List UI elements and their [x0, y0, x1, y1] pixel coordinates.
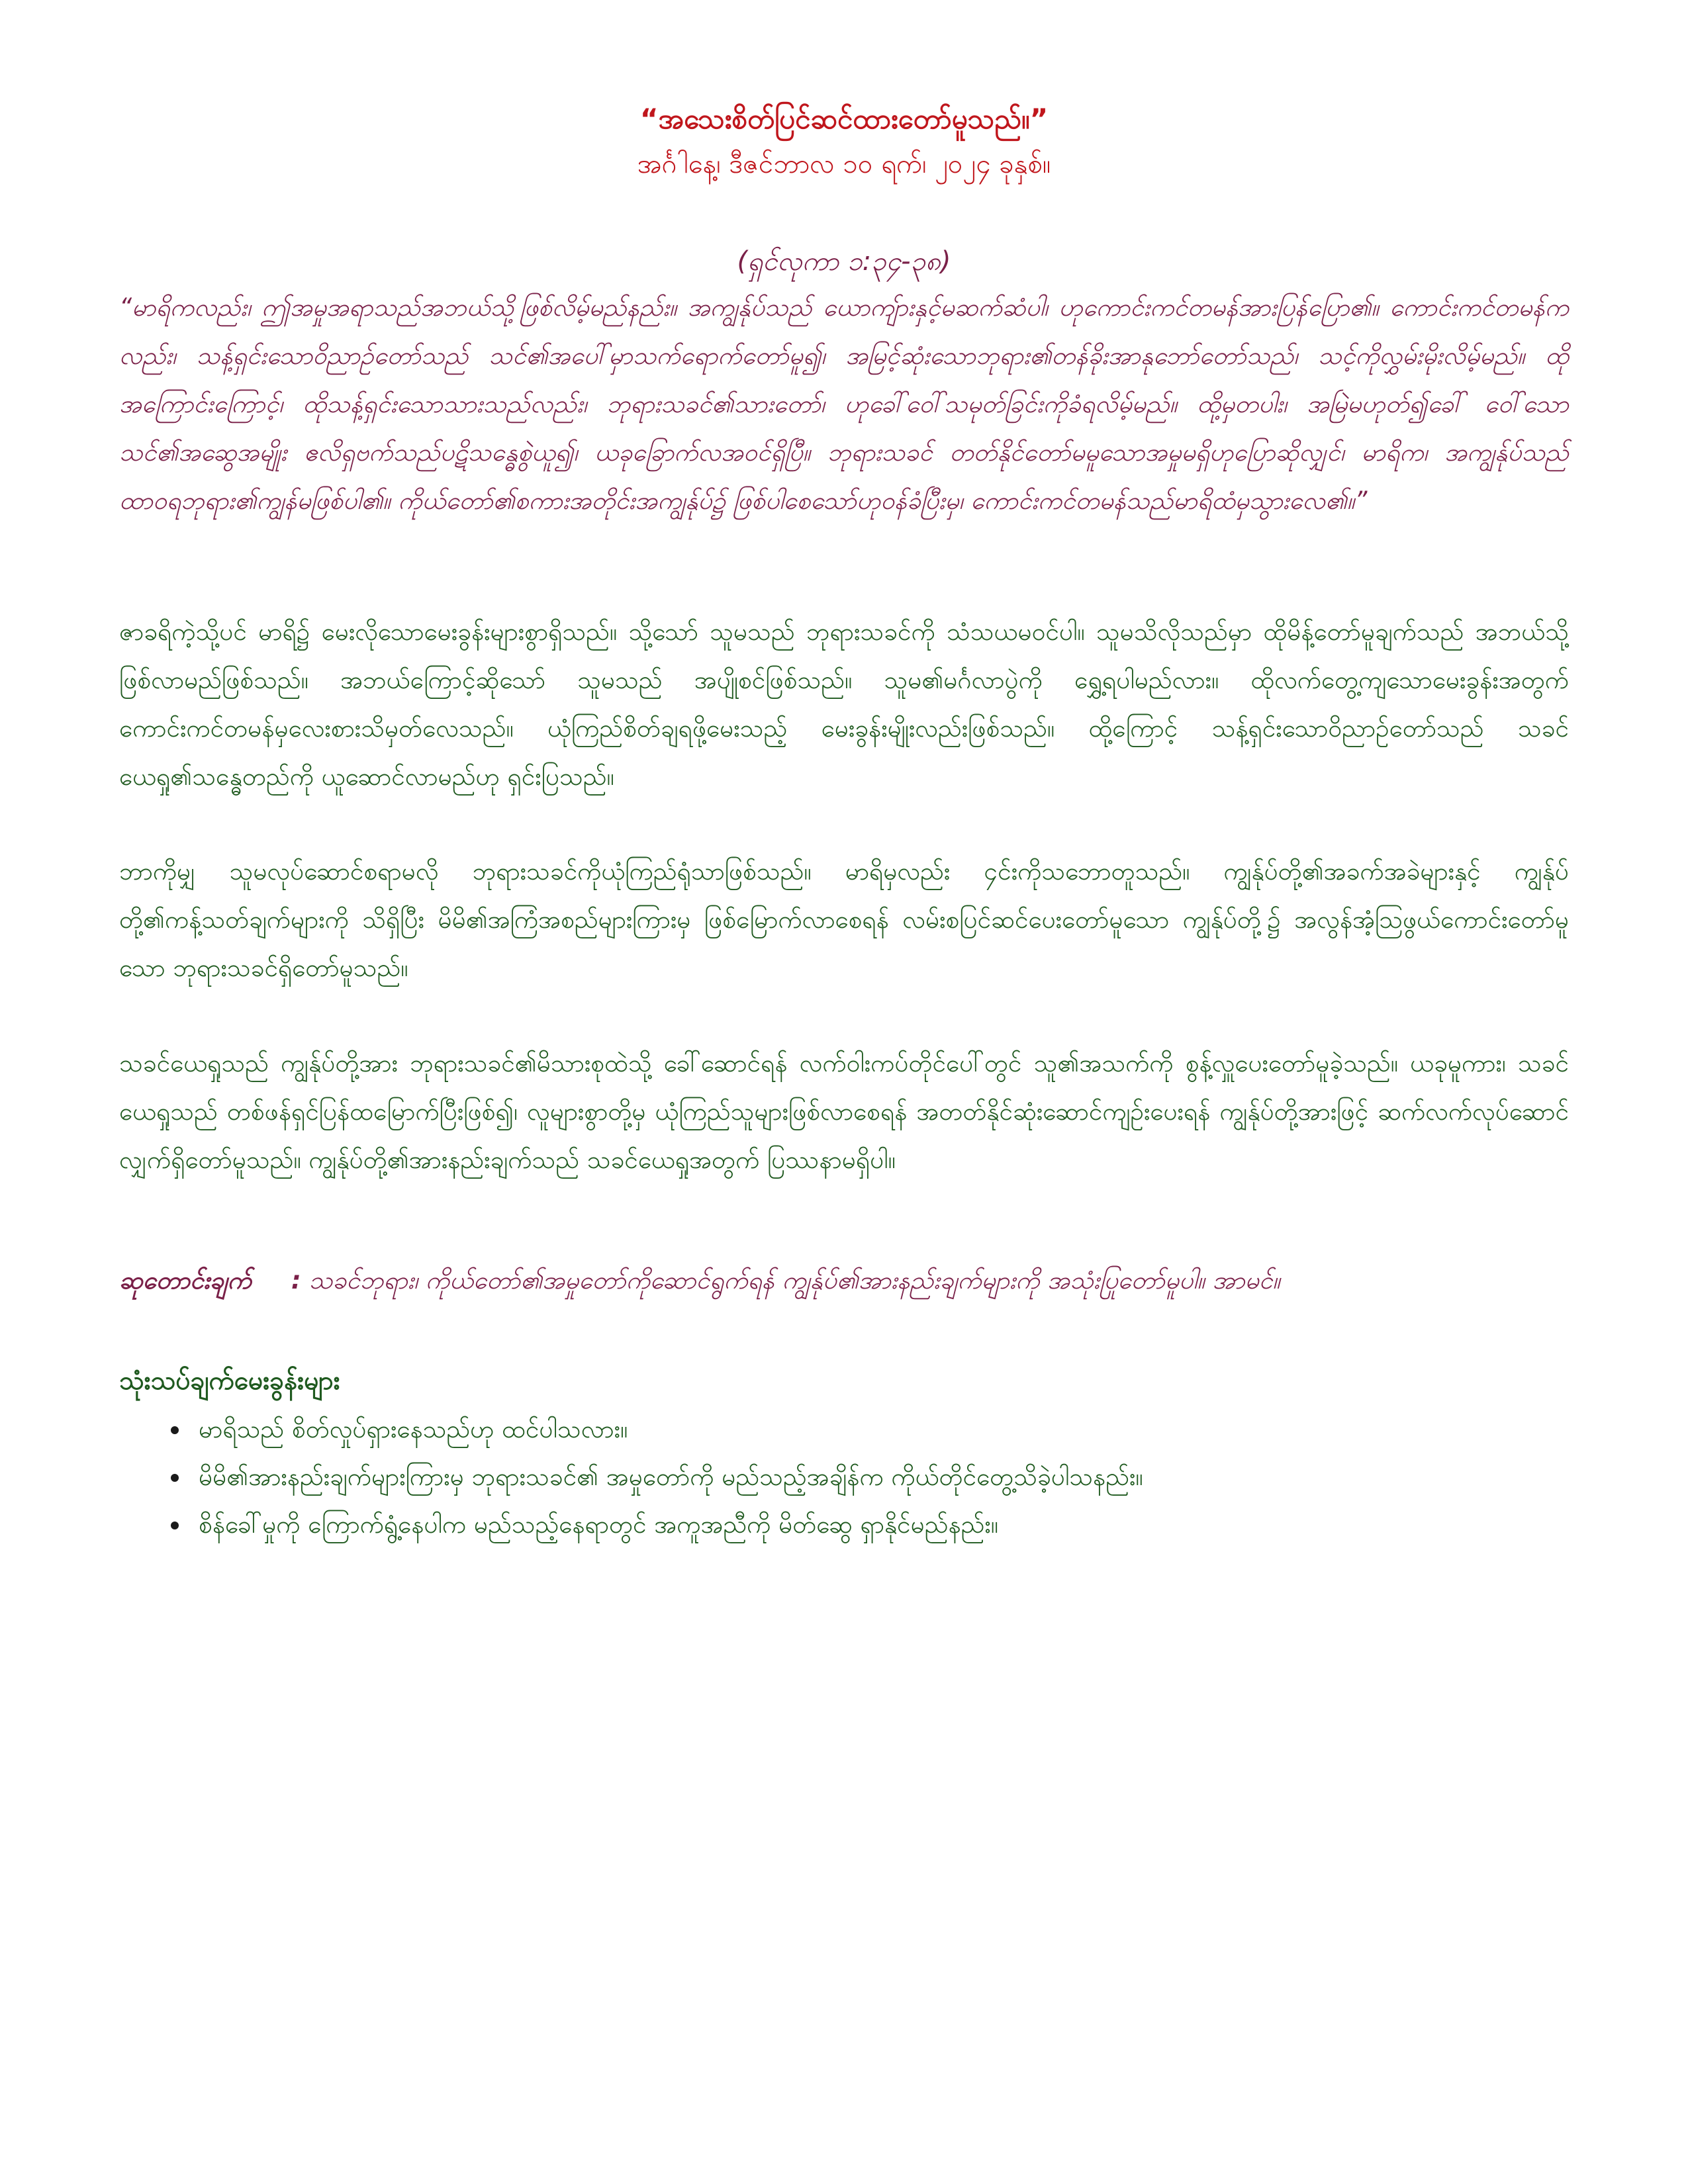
prayer-separator: : — [291, 1266, 301, 1295]
list-item — [119, 1457, 1509, 1505]
bullet-icon — [171, 1474, 179, 1482]
reflection-question-list — [119, 1410, 1509, 1553]
list-item — [119, 1505, 1509, 1553]
body-paragraph-2: ဘာကိုမျှ သူမလုပ်ဆောင်စရာမလို ဘုရားသခင်ကိုယုံကြည်ရုံသာဖြစ်သည်။ မာရိမှလည်း ၄င်းကိုသဘောတူသည်။ ကျွန်ုပ်တို့၏အခက်အခဲများနှင့် ကျွန်ုပ်တို့၏ကန့်သတ်ချက်များကို သိရှိပြီး မိမိ၏အကြံအစည်များကြားမှ ဖြစ်မြောက်လာစေရန် လမ်းစပြင်ဆင်ပေးတော်မူသော ကျွန်ုပ်တို့၌ အလွန်အံ့သြဖွယ်ကောင်းတော်မူသော ဘုရားသခင်ရှိတော်မူသည်။ — [119, 857, 1569, 982]
scripture-reference: (ရှင်လုကာ ၁:၃၄-၃၈) — [737, 246, 951, 277]
prayer — [119, 1261, 1569, 1300]
question-text: မိမိ၏အားနည်းချက်များကြားမှ ဘုရားသခင်၏ အမှုတော်ကို မည်သည့်အချိန်က ကိုယ်တိုင်တွေ့သိခဲ့ပါသနည်း။ — [199, 1463, 1143, 1491]
page-title: “အသေးစိတ်ပြင်ဆင်ထားတော်မူသည်။” — [639, 103, 1049, 135]
body-paragraph-3: သခင်ယေရှုသည် ကျွန်ုပ်တို့အား ဘုရားသခင်၏မိသားစုထဲသို့ ခေါ်ဆောင်ရန် လက်ဝါးကပ်တိုင်ပေါ်တွင် သူ၏အသက်ကို စွန့်လှူပေးတော်မူခဲ့သည်။ ယခုမူကား၊ သခင်ယေရှုသည် တစ်ဖန်ရှင်ပြန်ထမြောက်ပြီးဖြစ်၍၊ လူများစွာတို့မှ ယုံကြည်သူများဖြစ်လာစေရန် အတတ်နိုင်ဆုံးဆောင်ကျဉ်းပေးရန် ကျွန်ုပ်တို့အားဖြင့် ဆက်လက်လုပ်ဆောင်လျှက်ရှိတော်မူသည်။ ကျွန်ုပ်တို့၏အားနည်းချက်သည် သခင်ယေရှုအတွက် ပြဿနာမရှိပါ။ — [119, 1049, 1569, 1174]
body-paragraph-1: ဇာခရိကဲ့သို့ပင် မာရိ၌ မေးလိုသောမေးခွန်းများစွာရှိသည်။ သို့သော် သူမသည် ဘုရားသခင်ကို သံသယမဝင်ပါ။ သူမသိလိုသည်မှာ ထိုမိန့်တော်မူချက်သည် အဘယ်သို့ဖြစ်လာမည်ဖြစ်သည်။ အဘယ်ကြောင့်ဆိုသော် သူမသည် အပျိုစင်ဖြစ်သည်။ သူမ၏မင်္ဂလာပွဲကို ရွှေ့ရပါမည်လား။ ထိုလက်တွေ့ကျသောမေးခွန်းအတွက် ကောင်းကင်တမန်မှလေးစားသိမှတ်လေသည်။ ယုံကြည်စိတ်ချရဖို့မေးသည့် မေးခွန်းမျိုးလည်းဖြစ်သည်။ ထို့ကြောင့် သန့်ရှင်းသောဝိညာဉ်တော်သည် သခင်ယေရှု၏သန္ဓေတည်ကို ယူဆောင်လာမည်ဟု ရှင်းပြသည်။ — [119, 617, 1569, 791]
page-date: အင်္ဂါနေ့၊ ဒီဇင်ဘာလ ၁၀ ရက်၊ ၂၀၂၄ ခုနှစ်။ — [637, 149, 1051, 179]
question-text: စိန်ခေါ်မှုကို ကြောက်ရွံ့နေပါက မည်သည့်နေရာတွင် အကူအညီကို မိတ်ဆွေ ရှာနိုင်မည်နည်း။ — [199, 1510, 999, 1539]
question-text: မာရိသည် စိတ်လှုပ်ရှားနေသည်ဟု ထင်ပါသလား။ — [199, 1415, 628, 1443]
bullet-icon — [171, 1522, 179, 1529]
reflection-heading: သုံးသပ်ချက်မေးခွန်းများ — [119, 1366, 340, 1396]
prayer-text: သခင်ဘုရား၊ ကိုယ်တော်၏အမှုတော်ကိုဆောင်ရွက်ရန် ကျွန်ုပ်၏အားနည်းချက်များကို အသုံးပြုတော်မူပါ။ အာမင်။ — [308, 1266, 1280, 1295]
prayer-label: ဆုတောင်းချက် — [119, 1266, 252, 1295]
list-item — [119, 1410, 1509, 1457]
bullet-icon — [171, 1426, 179, 1434]
scripture-quote: “မာရိကလည်း၊ ဤအမှုအရာသည်အဘယ်သို့ဖြစ်လိမ့်မည်နည်း။ အကျွန်ုပ်သည် ယောကျ်ားနှင့်မဆက်ဆံပါ၊ ဟုကောင်းကင်တမန်အားပြန်ပြော၏။ ကောင်းကင်တမန်ကလည်း၊ သန့်ရှင်းသောဝိညာဉ်တော်သည် သင်၏အပေါ်မှာသက်ရောက်တော်မူ၍၊ အမြင့်ဆုံးသောဘုရား၏တန်ခိုးအာနုဘော်တော်သည်၊ သင့်ကိုလွှမ်းမိုးလိမ့်မည်။ ထိုအကြောင်းကြောင့်၊ ထိုသန့်ရှင်းသောသားသည်လည်း၊ ဘုရားသခင်၏သားတော်၊ ဟုခေါ်ဝေါ်သမုတ်ခြင်းကိုခံရလိမ့်မည်။ ထို့မှတပါး၊ အမြဲမဟုတ်၍ခေါ် ဝေါ်သောသင်၏အဆွေအမျိုး ဧလိရှဗက်သည်ပဋိသန္ဓေစွဲယူ၍၊ ယခုခြောက်လအဝင်ရှိပြီ။ ဘုရားသခင် တတ်နိုင်တော်မမူသောအမှုမရှိဟုပြောဆိုလျှင်၊ မာရိက၊ အကျွန်ုပ်သည်ထာဝရဘုရား၏ကျွန်မဖြစ်ပါ၏။ ကိုယ်တော်၏စကားအတိုင်းအကျွန်ုပ်၌ ဖြစ်ပါစေသော်ဟုဝန်ခံပြီးမှ၊ ကောင်းကင်တမန်သည်မာရိထံမှသွားလေ၏။” — [119, 293, 1569, 515]
